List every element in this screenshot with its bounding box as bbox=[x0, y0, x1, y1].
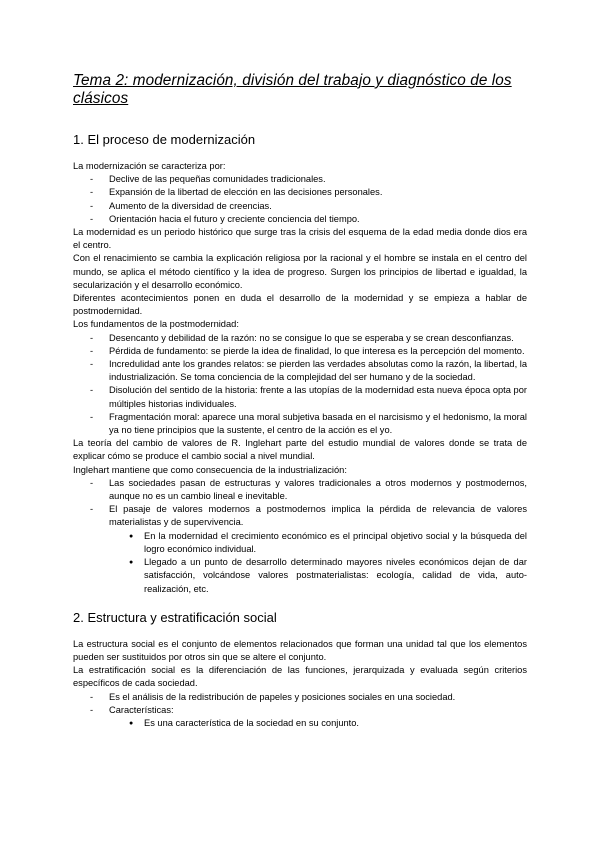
list-item: - Pérdida de fundamento: se pierde la idea de finalidad, lo que interesa es la percepción del momento. bbox=[73, 345, 527, 358]
paragraph: Inglehart mantiene que como consecuencia de la industrialización: bbox=[73, 464, 347, 475]
traits-list bbox=[73, 173, 527, 226]
paragraph: Los fundamentos de la postmodernidad: bbox=[73, 319, 239, 330]
list-item: - Aumento de la diversidad de creencias. bbox=[73, 200, 527, 213]
list-item: - Desencanto y debilidad de la razón: no se consigue lo que se esperaba y se crean desconfianzas. bbox=[73, 332, 527, 345]
fundamentos-list bbox=[73, 332, 527, 438]
list-item: - Orientación hacia el futuro y creciente conciencia del tiempo. bbox=[73, 213, 527, 226]
list-item: - El pasaje de valores modernos a postmodernos implica la pérdida de relevancia de valores materialistas y de supervivencia. bbox=[73, 503, 527, 529]
list-item: - Expansión de la libertad de elección en las decisiones personales. bbox=[73, 186, 527, 199]
sub-list-item: ● Llegado a un punto de desarrollo determinado mayores niveles económicos dejan de dar satisfacción, volcándose valores postmaterialistas: ecología, calidad de vida, auto-realización, etc. bbox=[73, 556, 527, 596]
estratificacion-list bbox=[73, 691, 527, 731]
paragraph: La modernidad es un periodo histórico que surge tras la crisis del esquema de la edad media donde dios era el centro. bbox=[73, 227, 527, 251]
section-heading-estructura: 2. Estructura y estratificación social bbox=[73, 609, 277, 625]
paragraph: La estratificación social es la diferenciación de las funciones, jerarquizada y evaluada según criterios específicos de cada sociedad. bbox=[73, 665, 527, 689]
inglehart-list bbox=[73, 477, 527, 596]
section-heading-modernizacion: 1. El proceso de modernización bbox=[73, 132, 256, 147]
paragraph: Con el renacimiento se cambia la explicación religiosa por la racional y el hombre se instala en el centro del mundo, se aplica el método científico y la idea de progreso. Surgen los principios de libertad e igualdad, la secularización y el desarrollo económico. bbox=[73, 253, 527, 290]
document-body bbox=[73, 72, 527, 730]
paragraph: La teoría del cambio de valores de R. Inglehart parte del estudio mundial de valores donde se trata de explicar cómo se produce el cambio social a nivel mundial. bbox=[73, 438, 527, 462]
list-item: - Fragmentación moral: aparece una moral subjetiva basada en el narcisismo y el hedonismo, la moral ya no tiene principios que la sustente, el centro de la acción es el yo. bbox=[73, 411, 527, 437]
sub-list-item: ● Es una característica de la sociedad en su conjunto. bbox=[73, 717, 527, 730]
list-item: - Características: bbox=[73, 704, 527, 717]
sub-list-item: ● En la modernidad el crecimiento económico es el principal objetivo social y la búsqueda del logro económico individual. bbox=[73, 530, 527, 556]
paragraph: La estructura social es el conjunto de elementos relacionados que forman una unidad tal que los elementos pueden ser sustituidos por otros sin que se altere el conjunto. bbox=[73, 638, 527, 662]
list-item: - Incredulidad ante los grandes relatos: se pierden las verdades absolutas como la razón, la libertad, la industrialización. Se toma conciencia de la complejidad del ser humano y de la sociedad. bbox=[73, 358, 527, 384]
list-item: - Disolución del sentido de la historia: frente a las utopías de la modernidad esta nueva época opta por múltiples historias individuales. bbox=[73, 384, 527, 410]
document-title: Tema 2: modernización, división del trabajo y diagnóstico de los clásicos bbox=[73, 72, 512, 107]
paragraph: La modernización se caracteriza por: bbox=[73, 161, 226, 171]
list-item: - Es el análisis de la redistribución de papeles y posiciones sociales en una sociedad. bbox=[73, 691, 527, 704]
paragraph: Diferentes acontecimientos ponen en duda el desarrollo de la modernidad y se empieza a hablar de postmodernidad. bbox=[73, 293, 527, 317]
list-item: - Declive de las pequeñas comunidades tradicionales. bbox=[73, 173, 527, 186]
list-item: - Las sociedades pasan de estructuras y valores tradicionales a otros modernos y postmodernos, aunque no es un cambio lineal e inevitable. bbox=[73, 477, 527, 503]
